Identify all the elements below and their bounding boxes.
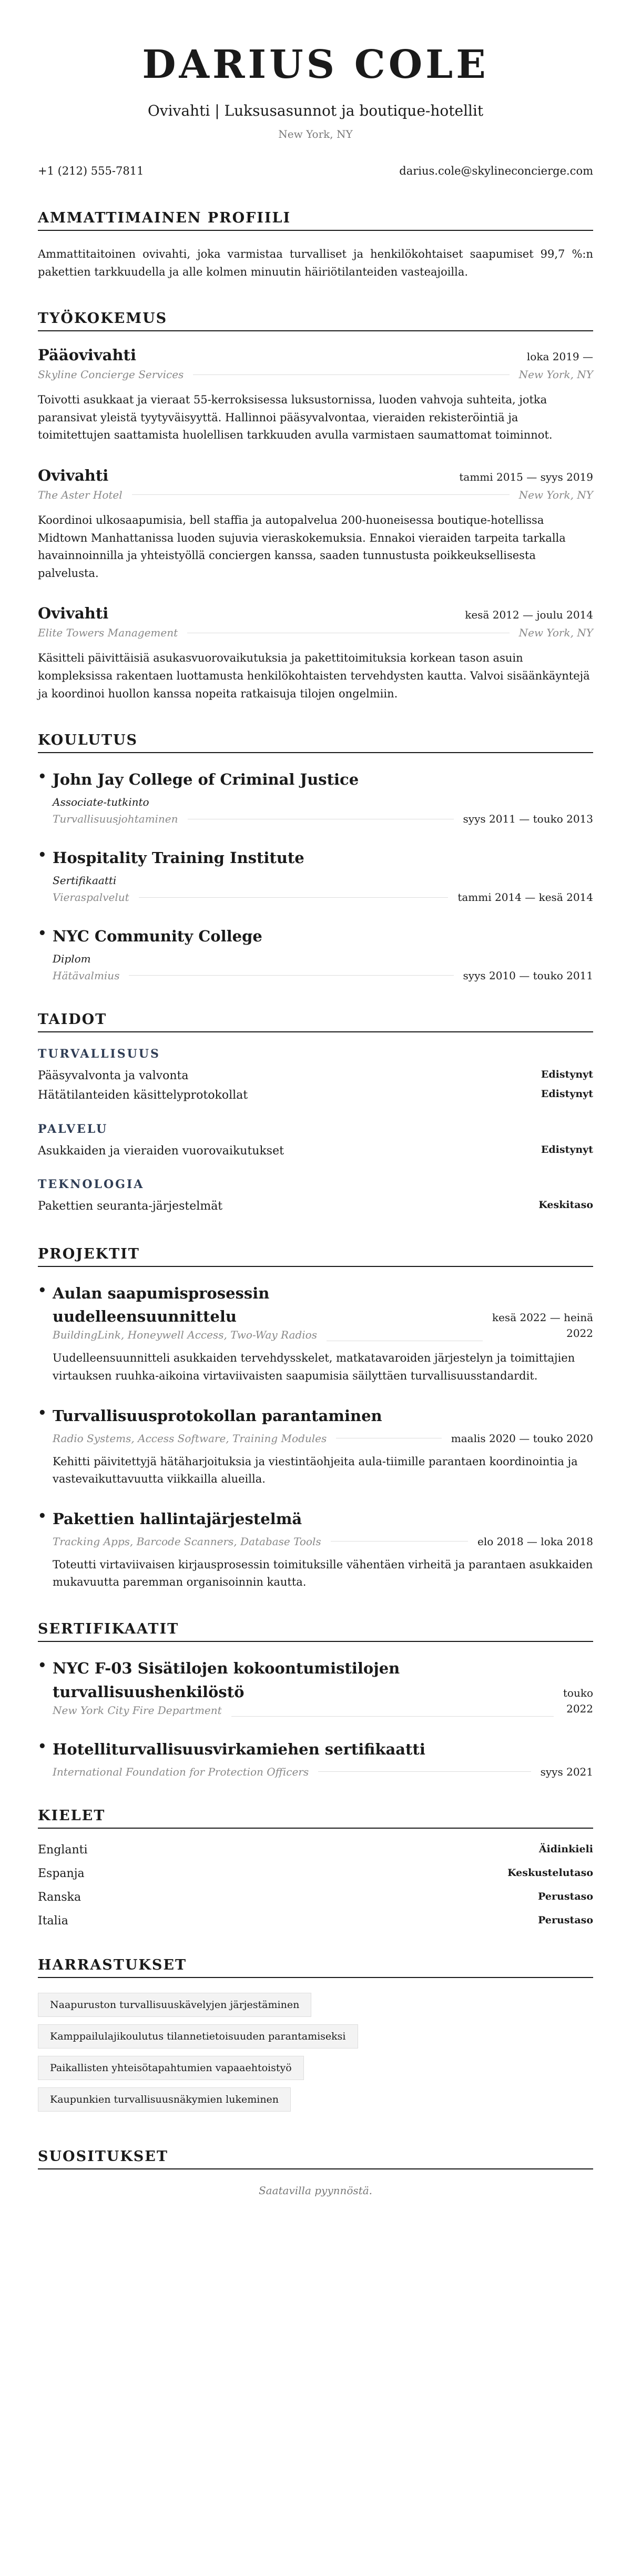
job-date: loka 2019 — bbox=[526, 350, 593, 363]
job-title: Ovivahti bbox=[38, 604, 109, 623]
certification-title-line: turvallisuushenkilöstö bbox=[53, 1682, 245, 1701]
language-name: Espanja bbox=[38, 1867, 85, 1880]
certification-date: syys 2021 bbox=[540, 1765, 593, 1778]
interest-tags bbox=[38, 1993, 593, 2119]
education-entry bbox=[38, 768, 593, 825]
language-row bbox=[38, 1867, 593, 1880]
education-entry bbox=[38, 846, 593, 904]
skill-level: Edistynyt bbox=[541, 1088, 593, 1100]
candidate-name: DARIUS COLE bbox=[142, 42, 489, 87]
skill-name: Pääsyvalvonta ja valvonta bbox=[38, 1069, 189, 1082]
project-date: maalis 2020 — touko 2020 bbox=[451, 1432, 593, 1445]
skill-row bbox=[38, 1196, 593, 1216]
certification-issuer: International Foundation for Protection Officers bbox=[53, 1765, 309, 1778]
job-description: Toivotti asukkaat ja vieraat 55-kerroksisessa luksustornissa, luoden vahvoja suhteita, jotka paransivat yleistä tyytyväisyyttä. Hallinnoi pääsyvalvontaa, vieraiden rekisteröintiä ja toimitettujen saattamista huolellisen tarkkuuden avulla varmistaen saumattomat toiminnot. bbox=[38, 393, 553, 442]
skill-level: Keskitaso bbox=[538, 1199, 593, 1211]
language-level: Perustaso bbox=[538, 1890, 593, 1902]
skill-row bbox=[38, 1086, 593, 1105]
school-name: • John Jay College of Criminal Justice bbox=[53, 770, 359, 789]
contact-row bbox=[38, 165, 593, 177]
project-tools: Radio Systems, Access Software, Training Modules bbox=[53, 1432, 327, 1445]
project-title: • Pakettien hallintajärjestelmä bbox=[53, 1509, 302, 1528]
certification-date-line: touko bbox=[563, 1686, 593, 1699]
divider-line bbox=[231, 1716, 554, 1717]
study-field: Hätävalmius bbox=[53, 969, 120, 982]
divider-line bbox=[139, 897, 449, 898]
skill-level: Edistynyt bbox=[541, 1068, 593, 1080]
study-field: Vieraspalvelut bbox=[53, 891, 129, 904]
project-date: elo 2018 — loka 2018 bbox=[477, 1535, 593, 1548]
job-company: Skyline Concierge Services bbox=[38, 368, 184, 381]
project-title: • Turvallisuusprotokollan parantaminen bbox=[53, 1406, 382, 1425]
candidate-headline: Ovivahti | Luksusasunnot ja boutique-hotellit bbox=[147, 102, 484, 119]
job-date: kesä 2012 — joulu 2014 bbox=[465, 608, 593, 622]
job-location: New York, NY bbox=[518, 626, 593, 640]
divider-line bbox=[193, 374, 509, 375]
certification-title: • Hotelliturvallisuusvirkamiehen sertifikaatti bbox=[53, 1740, 425, 1758]
section-title: AMMATTIMAINEN PROFIILI bbox=[38, 210, 593, 231]
education-entry bbox=[38, 925, 593, 982]
skills-section bbox=[38, 1011, 593, 1216]
skill-level: Edistynyt bbox=[541, 1143, 593, 1155]
interest-tag: Naapuruston turvallisuuskävelyjen järjestäminen bbox=[38, 1993, 311, 2017]
project-date-line: kesä 2022 — heinä bbox=[492, 1311, 593, 1324]
certification-title bbox=[53, 1657, 593, 1704]
divider-line bbox=[129, 975, 453, 976]
language-name: Englanti bbox=[38, 1843, 88, 1857]
section-title: TAIDOT bbox=[38, 1011, 593, 1032]
certification-entry bbox=[38, 1657, 593, 1717]
skill-category: TEKNOLOGIA bbox=[38, 1178, 145, 1192]
job-company: The Aster Hotel bbox=[38, 488, 123, 501]
school-name: • NYC Community College bbox=[53, 927, 262, 945]
project-title-line: uudelleensuunnittelu bbox=[53, 1307, 237, 1326]
section-title: KOULUTUS bbox=[38, 732, 593, 753]
school-name: • Hospitality Training Institute bbox=[53, 849, 304, 867]
project-entry bbox=[38, 1507, 593, 1591]
references-section bbox=[38, 2148, 593, 2197]
experience-section bbox=[38, 310, 593, 703]
section-title: KIELET bbox=[38, 1808, 593, 1829]
project-description: Uudelleensuunnitteli asukkaiden tervehdysskelet, matkatavaroiden järjestelyn ja toimittajien virtauksen ruuhka-aikoina virtaviivaisten saapumisia säilyttäen turvallisuusstandardit. bbox=[53, 1352, 575, 1382]
skill-group bbox=[38, 1122, 593, 1161]
education-section bbox=[38, 732, 593, 982]
certification-issuer: New York City Fire Department bbox=[53, 1703, 222, 1717]
education-date: syys 2011 — touko 2013 bbox=[463, 813, 593, 826]
project-tools: BuildingLink, Honeywell Access, Two-Way Radios bbox=[53, 1328, 317, 1342]
skill-row bbox=[38, 1141, 593, 1161]
education-date: tammi 2014 — kesä 2014 bbox=[457, 891, 593, 904]
certification-entry bbox=[38, 1738, 593, 1778]
job-entry bbox=[38, 604, 593, 703]
section-title: SERTIFIKAATIT bbox=[38, 1621, 593, 1642]
job-description: Koordinoi ulkosaapumisia, bell staffia ja autopalvelua 200-huoneisessa boutique-hotellissa Midtown Manhattanissa luoden sujuvia vieraskokemuksia. Ennakoi vieraiden tarpeita tarkalla havainnoinnilla ja yhteistyöllä conciergen kanssa, saaden tunnustusta poikkeuksellisesta palvelusta. bbox=[38, 513, 566, 580]
job-date: tammi 2015 — syys 2019 bbox=[459, 470, 593, 483]
skill-category: TURVALLISUUS bbox=[38, 1047, 160, 1061]
section-title: TYÖKOKEMUS bbox=[38, 310, 593, 331]
study-field: Turvallisuusjohtaminen bbox=[53, 813, 178, 826]
job-company: Elite Towers Management bbox=[38, 626, 178, 640]
references-text: Saatavilla pyynnöstä. bbox=[258, 2184, 373, 2197]
skill-name: Asukkaiden ja vieraiden vuorovaikutukset bbox=[38, 1144, 284, 1158]
project-description: Kehitti päivitettyjä hätäharjoituksia ja viestintäohjeita aula-tiimille parantaen koordinointia ja vastevaikuttavuutta viikkailla alueilla. bbox=[53, 1455, 578, 1486]
project-date-line: 2022 bbox=[566, 1327, 593, 1340]
certifications-section bbox=[38, 1621, 593, 1778]
project-tools: Tracking Apps, Barcode Scanners, Database Tools bbox=[53, 1535, 321, 1548]
project-date bbox=[492, 1310, 593, 1341]
language-level: Äidinkieli bbox=[538, 1843, 593, 1855]
divider-line bbox=[132, 494, 510, 495]
language-row bbox=[38, 1891, 593, 1904]
degree-name: Diplom bbox=[53, 952, 91, 965]
education-date: syys 2010 — touko 2011 bbox=[463, 969, 593, 982]
projects-section bbox=[38, 1246, 593, 1591]
language-row bbox=[38, 1843, 593, 1857]
languages-section bbox=[38, 1808, 593, 1928]
language-row bbox=[38, 1914, 593, 1928]
email-address: darius.cole@skylineconcierge.com bbox=[399, 165, 593, 177]
skill-category: PALVELU bbox=[38, 1122, 108, 1136]
job-location: New York, NY bbox=[518, 368, 593, 381]
language-name: Italia bbox=[38, 1914, 68, 1928]
skill-group bbox=[38, 1178, 593, 1216]
phone-number: +1 (212) 555-7811 bbox=[38, 165, 144, 177]
interests-section bbox=[38, 1957, 593, 2119]
skill-row bbox=[38, 1066, 593, 1086]
job-location: New York, NY bbox=[518, 488, 593, 501]
profile-section bbox=[38, 210, 593, 281]
certification-date-line: 2022 bbox=[566, 1702, 593, 1715]
interest-tag: Paikallisten yhteisötapahtumien vapaaehtoistyö bbox=[38, 2056, 304, 2080]
language-name: Ranska bbox=[38, 1890, 82, 1904]
job-title: Ovivahti bbox=[38, 466, 109, 484]
resume-header bbox=[38, 42, 593, 177]
language-level: Keskustelutaso bbox=[507, 1867, 593, 1879]
degree-name: Associate-tutkinto bbox=[53, 796, 149, 809]
job-description: Käsitteli päivittäisiä asukasvuorovaikutuksia ja pakettitoimituksia korkean tason asuin kompleksissa rakentaen luottamusta henkilökohtaisten tervehdysten kautta. Valvoi sisäänkäyntejä ja koordinoi huollon kanssa nopeita ratkaisuja tilojen ongelmiin. bbox=[38, 652, 590, 700]
divider-line bbox=[318, 1771, 531, 1772]
certification-date bbox=[563, 1685, 593, 1717]
section-title: PROJEKTIT bbox=[38, 1246, 593, 1267]
candidate-location: New York, NY bbox=[278, 128, 353, 140]
job-title: Pääovivahti bbox=[38, 346, 136, 364]
skill-group bbox=[38, 1047, 593, 1106]
interest-tag: Kaupunkien turvallisuusnäkymien lukeminen bbox=[38, 2087, 291, 2112]
section-title: HARRASTUKSET bbox=[38, 1957, 593, 1978]
job-entry bbox=[38, 346, 593, 444]
interest-tag: Kamppailulajikoulutus tilannetietoisuuden parantamiseksi bbox=[38, 2024, 358, 2048]
skill-name: Pakettien seuranta-järjestelmät bbox=[38, 1200, 223, 1213]
language-level: Perustaso bbox=[538, 1914, 593, 1926]
job-entry bbox=[38, 466, 593, 582]
skill-name: Hätätilanteiden käsittelyprotokollat bbox=[38, 1089, 248, 1102]
project-entry bbox=[38, 1282, 593, 1385]
certification-title-line: NYC F-03 Sisätilojen kokoontumistilojen bbox=[53, 1659, 400, 1677]
project-title-line: Aulan saapumisprosessin bbox=[53, 1284, 270, 1302]
profile-text: Ammattitaitoinen ovivahti, joka varmistaa turvalliset ja henkilökohtaiset saapumiset 99,7 %:n pakettien tarkkuudella ja alle kolmen minuutin häiriötilanteiden vasteajoilla. bbox=[38, 248, 593, 278]
project-entry bbox=[38, 1404, 593, 1488]
section-title: SUOSITUKSET bbox=[38, 2148, 593, 2169]
project-description: Toteutti virtaviivaisen kirjausprosessin toimituksille vähentäen virheitä ja parantaen asukkaiden mukavuutta paremman organisoinnin kautta. bbox=[53, 1558, 593, 1589]
degree-name: Sertifikaatti bbox=[53, 874, 117, 887]
